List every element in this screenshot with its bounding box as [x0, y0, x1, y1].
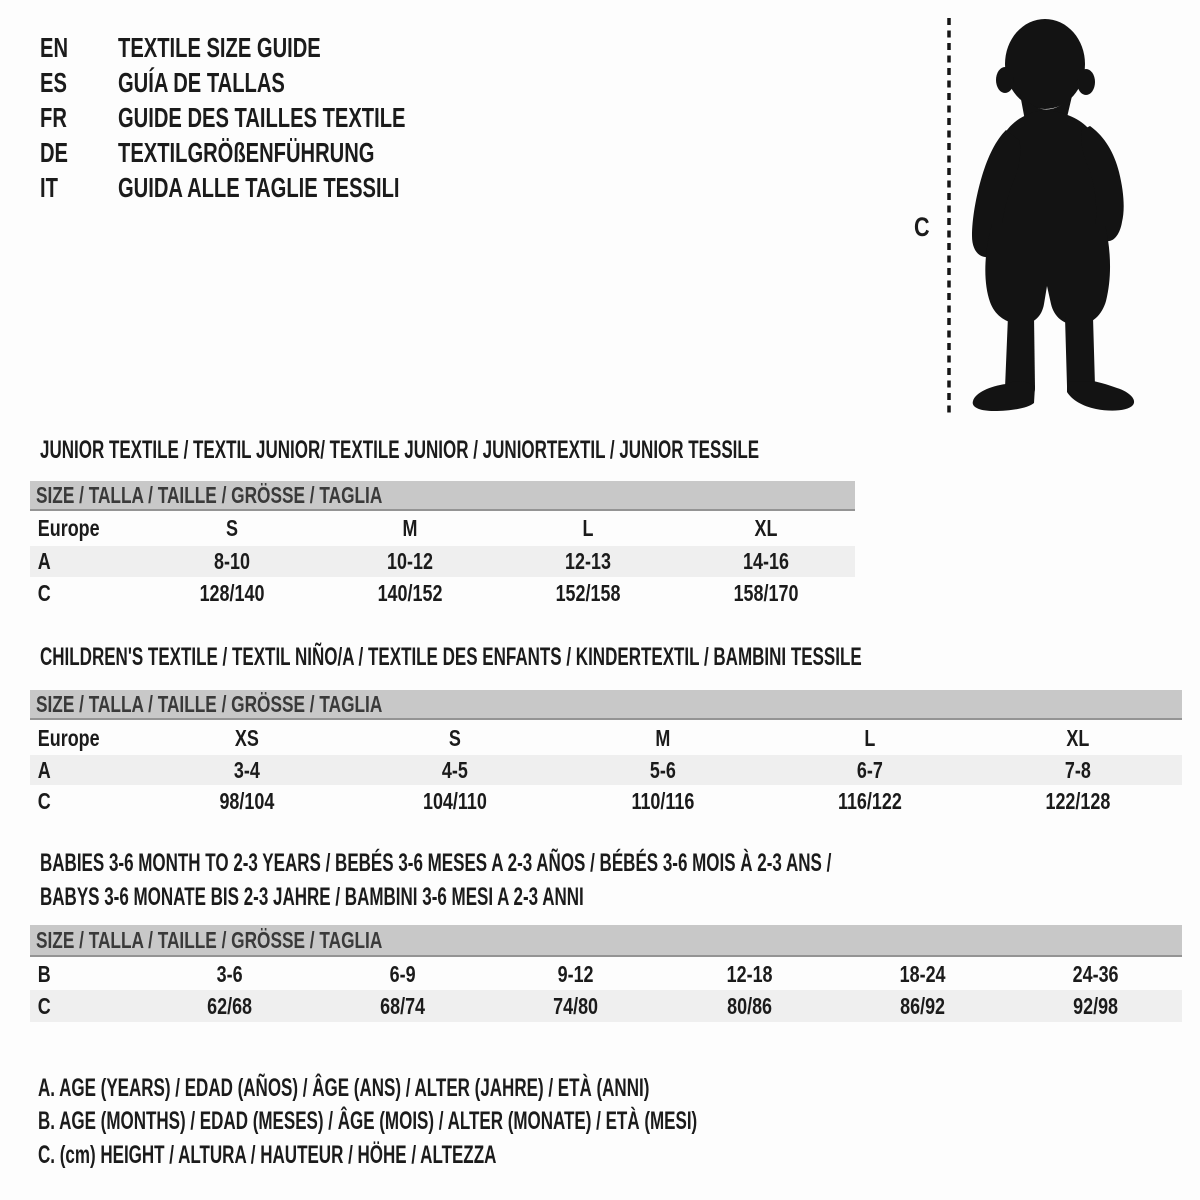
months-cell: 24-36	[1072, 960, 1119, 987]
language-title: TEXTILE SIZE GUIDE	[118, 32, 321, 63]
section-title	[40, 851, 1200, 875]
row-label: B	[37, 960, 51, 987]
size-cell: M	[655, 724, 670, 751]
size-cell: S	[448, 724, 461, 751]
language-title-list	[40, 34, 560, 214]
height-measure-figure	[900, 12, 1160, 424]
size-header-bar	[30, 690, 1182, 720]
height-cell: 140/152	[377, 579, 443, 606]
baby-silhouette-icon	[960, 14, 1140, 416]
size-header-bar	[30, 925, 1182, 957]
age-cell: 6-7	[857, 756, 884, 783]
row-label: Europe	[37, 515, 100, 541]
section-title	[40, 645, 1200, 669]
age-cell: 3-4	[233, 756, 260, 783]
height-cell: 128/140	[199, 579, 265, 606]
height-measure-label: C	[914, 212, 930, 242]
height-cell: 98/104	[219, 787, 275, 814]
legend-line-c	[38, 1142, 712, 1168]
junior-textile-section	[30, 438, 1182, 618]
size-cell: XS	[234, 724, 259, 751]
size-cell: XL	[754, 515, 778, 541]
age-cell: 4-5	[441, 756, 468, 783]
size-cell: L	[582, 515, 594, 541]
language-code: EN	[40, 32, 69, 63]
language-title: GUÍA DE TALLAS	[118, 67, 285, 98]
table-row-europe	[30, 721, 1182, 755]
table-row-height	[30, 577, 855, 609]
height-dashed-line-icon	[945, 16, 953, 420]
months-cell: 18-24	[899, 960, 946, 987]
size-header-text: SIZE / TALLA / TAILLE / GRÖSSE / TAGLIA	[36, 482, 383, 508]
height-cell: 116/122	[838, 787, 903, 814]
height-cell: 104/110	[422, 787, 487, 814]
height-cell: 110/116	[631, 787, 694, 814]
age-cell: 8-10	[214, 548, 250, 574]
size-cell: L	[864, 724, 876, 751]
section-title	[40, 885, 840, 909]
section-title	[40, 438, 1098, 462]
table-row-europe	[30, 511, 855, 546]
size-header-bar	[30, 481, 855, 511]
language-code: DE	[40, 137, 69, 168]
row-label: A	[37, 548, 51, 574]
size-cell: XL	[1066, 724, 1090, 751]
height-cell: 92/98	[1072, 992, 1118, 1019]
size-cell: M	[402, 515, 418, 541]
section-title-text-line1: BABIES 3-6 MONTH TO 2-3 YEARS / BEBÉS 3-6 MESES A 2-3 AÑOS / BÉBÉS 3-6 MOIS À 2-3 ANS /	[40, 849, 832, 877]
legend-line-b	[38, 1108, 1007, 1134]
legend-text: C. (cm) HEIGHT / ALTURA / HAUTEUR / HÖHE / ALTEZZA	[38, 1141, 497, 1169]
age-cell: 5-6	[649, 756, 676, 783]
row-label: C	[37, 787, 51, 814]
height-cell: 62/68	[207, 992, 253, 1019]
legend-text: A. AGE (YEARS) / EDAD (AÑOS) / ÂGE (ANS) / ALTER (JAHRE) / ETÀ (ANNI)	[38, 1074, 650, 1102]
height-cell: 122/128	[1045, 787, 1111, 814]
months-cell: 6-9	[389, 960, 416, 987]
months-cell: 12-18	[726, 960, 773, 987]
age-cell: 12-13	[565, 548, 611, 574]
height-cell: 86/92	[899, 992, 945, 1019]
legend-line-a	[38, 1075, 937, 1101]
height-cell: 68/74	[380, 992, 426, 1019]
age-cell: 7-8	[1065, 756, 1092, 783]
table-row-height	[30, 785, 1182, 817]
height-cell: 158/170	[733, 579, 799, 606]
size-cell: S	[226, 515, 238, 541]
height-cell: 80/86	[726, 992, 772, 1019]
height-cell: 152/158	[555, 579, 621, 606]
language-title: TEXTILGRÖßENFÜHRUNG	[118, 137, 375, 168]
row-label: A	[37, 756, 51, 783]
row-label: Europe	[37, 724, 100, 751]
months-cell: 3-6	[216, 960, 243, 987]
section-title-text: JUNIOR TEXTILE / TEXTIL JUNIOR/ TEXTILE JUNIOR / JUNIORTEXTIL / JUNIOR TESSILE	[40, 436, 760, 464]
language-title: GUIDE DES TAILLES TEXTILE	[118, 102, 406, 133]
size-header-text: SIZE / TALLA / TAILLE / GRÖSSE / TAGLIA	[36, 691, 383, 717]
months-cell: 9-12	[557, 960, 594, 987]
table-row-age	[30, 546, 855, 577]
legend-text: B. AGE (MONTHS) / EDAD (MESES) / ÂGE (MOIS) / ALTER (MONATE) / ETÀ (MESI)	[38, 1107, 698, 1135]
language-code: IT	[40, 172, 58, 203]
table-row-height	[30, 990, 1182, 1022]
age-cell: 10-12	[387, 548, 433, 574]
language-code: ES	[40, 67, 67, 98]
section-title-text-line2: BABYS 3-6 MONATE BIS 2-3 JAHRE / BAMBINI 3-6 MESI A 2-3 ANNI	[40, 883, 584, 911]
row-label: C	[37, 992, 51, 1019]
age-cell: 14-16	[743, 548, 789, 574]
size-header-text: SIZE / TALLA / TAILLE / GRÖSSE / TAGLIA	[36, 927, 383, 953]
legend	[38, 1075, 1138, 1175]
table-row-months	[30, 959, 1182, 989]
height-cell: 74/80	[553, 992, 599, 1019]
row-label: C	[37, 579, 51, 606]
section-title-text: CHILDREN'S TEXTILE / TEXTIL NIÑO/A / TEXTILE DES ENFANTS / KINDERTEXTIL / BAMBINI TESSILE	[40, 643, 862, 671]
language-title: GUIDA ALLE TAGLIE TESSILI	[118, 172, 400, 203]
language-code: FR	[40, 102, 67, 133]
babies-textile-section	[30, 851, 1182, 1031]
children-textile-section	[30, 645, 1182, 825]
table-row-age	[30, 755, 1182, 785]
